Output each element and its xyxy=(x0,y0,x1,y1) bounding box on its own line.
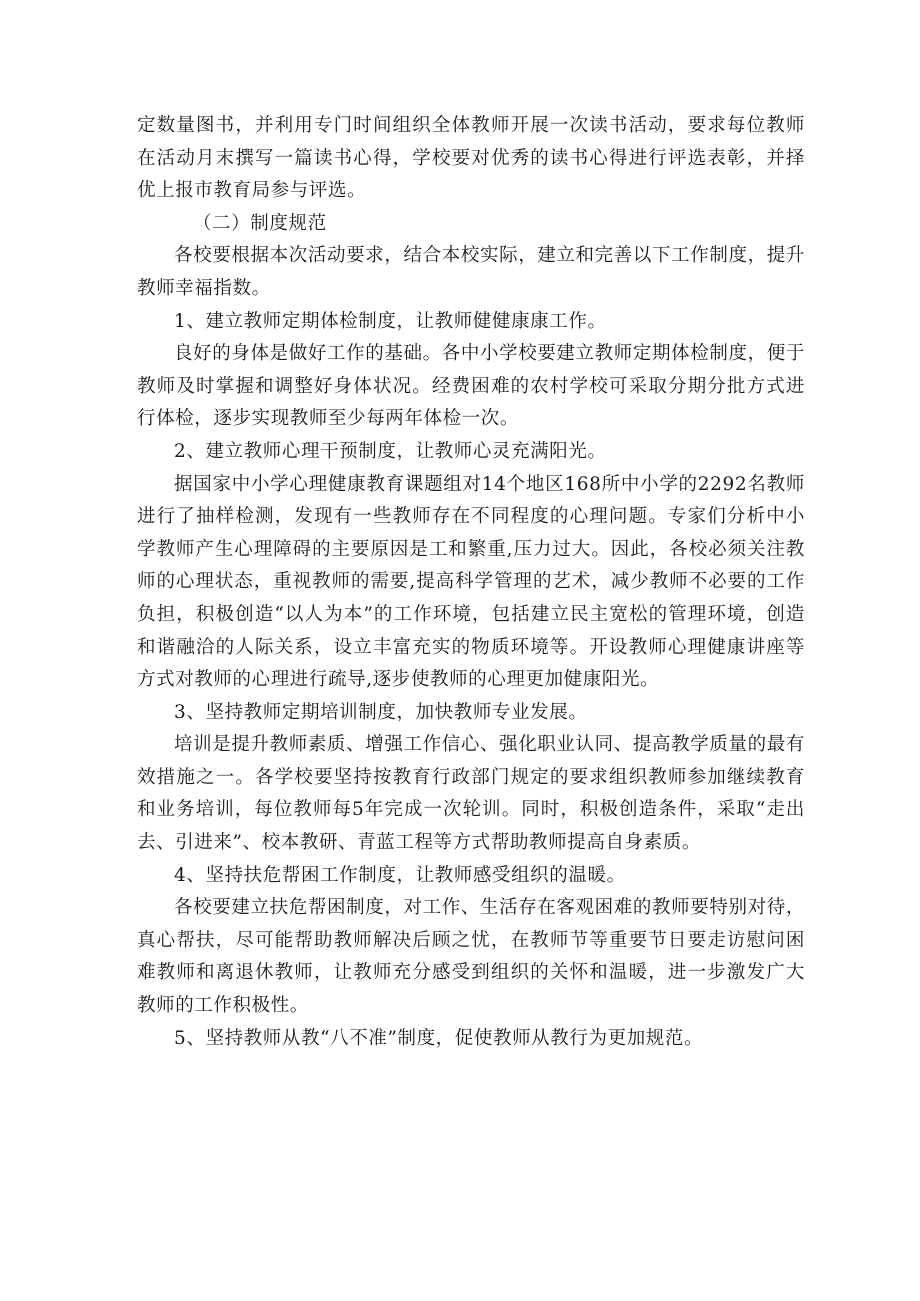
item-heading-support: 4、坚持扶危帮困工作制度，让教师感受组织的温暖。 xyxy=(174,864,626,886)
item-heading-health-check: 1、建立教师定期体检制度，让教师健健康康工作。 xyxy=(174,310,607,332)
section-heading-system-norms: （二）制度规范 xyxy=(193,212,327,234)
item-heading-psychological: 2、建立教师心理干预制度，让教师心灵充满阳光。 xyxy=(174,440,607,462)
paragraph-training: 培训是提升教师素质、增强工作信心、强化职业认同、提高教学质量的最有效措施之一。各学校要坚持按教育行政部门规定的要求组织教师参加继续教育和业务培训，每位教师每5年完成一次轮训。同时，积极创造条件，采取“走出去、引进来”、校本教研、青蓝工程等方式帮助教师提高自身素质。 xyxy=(137,734,805,854)
item-heading-eight-rules: 5、坚持教师从教“八不准”制度，促使教师从教行为更加规范。 xyxy=(174,1027,704,1049)
paragraph-support: 各校要建立扶危帮困制度，对工作、生活存在客观困难的教师要特别对待，真心帮扶，尽可能帮助教师解决后顾之忧，在教师节等重要节日要走访慰问困难教师和离退休教师，让教师充分感受到组织的关怀和温暖，进一步激发广大教师的工作积极性。 xyxy=(137,897,805,1017)
document-body xyxy=(137,110,805,1055)
item-heading-training: 3、坚持教师定期培训制度，加快教师专业发展。 xyxy=(174,701,588,723)
paragraph-intro: 各校要根据本次活动要求，结合本校实际，建立和完善以下工作制度，提升教师幸福指数。 xyxy=(137,245,805,299)
paragraph-health-check: 良好的身体是做好工作的基础。各中小学校要建立教师定期体检制度，便于教师及时掌握和调整好身体状况。经费困难的农村学校可采取分期分批方式进行体检，逐步实现教师至少每两年体检一次。 xyxy=(137,343,805,430)
paragraph-psychological: 据国家中小学心理健康教育课题组对14个地区168所中小学的2292名教师进行了抽样检测，发现有一些教师存在不同程度的心理问题。专家们分析中小学教师产生心理障碍的主要原因是工和繁重,压力过大。因此，各校必须关注教师的心理状态，重视教师的需要,提高科学管理的艺术，减少教师不必要的工作负担，积极创造“以人为本”的工作环境，包括建立民主宽松的管理环境，创造和谐融洽的人际关系，设立丰富充实的物质环境等。开设教师心理健康讲座等方式对教师的心理进行疏导,逐步使教师的心理更加健康阳光。 xyxy=(137,473,805,691)
paragraph-reading-activity: 定数量图书，并利用专门时间组织全体教师开展一次读书活动，要求每位教师在活动月末撰写一篇读书心得，学校要对优秀的读书心得进行评选表彰，并择优上报市教育局参与评选。 xyxy=(137,115,805,202)
